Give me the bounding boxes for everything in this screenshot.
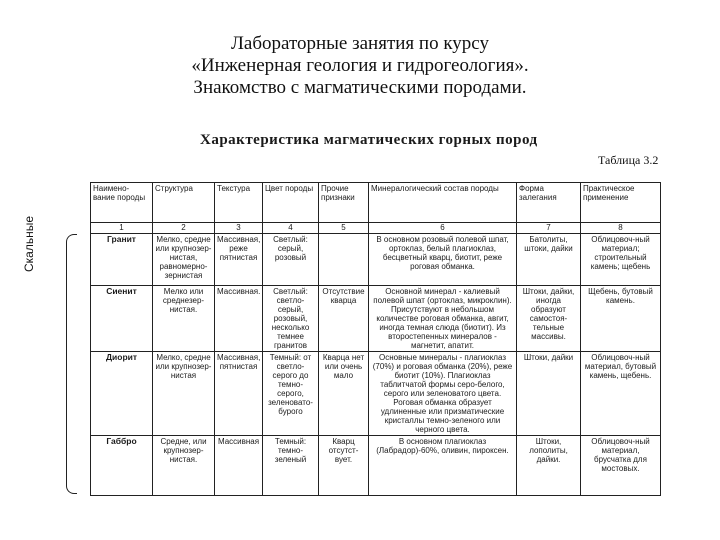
table-row-syenite [91,286,661,352]
rock-use: Облицовоч-ный материал, брусчатка для мостовых. [581,436,661,496]
rock-use: Облицовоч-ный материал, бутовый камень, щебень. [581,352,661,436]
table-header-row [91,183,661,223]
column-number: 6 [369,223,517,234]
title-line-2: «Инженерная геология и гидрогеология». [191,55,529,76]
rock-name: Габбро [91,436,153,496]
column-number-row [91,223,661,234]
table-number-label: Таблица 3.2 [598,153,659,167]
column-header: Структура [153,183,215,223]
rock-other: Отсутствие кварца [319,286,369,352]
rock-color: Светлый: серый, розовый [263,234,319,286]
column-number: 2 [153,223,215,234]
rock-texture: Массивная. [215,286,263,352]
rock-form: Штоки, дайки [517,352,581,436]
table-row-granite [91,234,661,286]
column-number: 4 [263,223,319,234]
rock-structure: Мелко, средне или крупнозер-нистая, равномерно-зернистая [153,234,215,286]
rock-color: Светлый: светло-серый, розовый, несколько темнее гранитов [263,286,319,352]
rock-structure: Мелко, средне или крупнозер-нистая [153,352,215,436]
column-header: Практическое применение [581,183,661,223]
rock-structure: Мелко или среднезер-нистая. [153,286,215,352]
rock-other: Кварца нет или очень мало [319,352,369,436]
rock-other [319,234,369,286]
rock-form: Штоки, лополиты, дайки. [517,436,581,496]
rock-other: Кварц отсутст-вует. [319,436,369,496]
column-number: 5 [319,223,369,234]
rock-texture: Массивная, реже пятнистая [215,234,263,286]
table-row-diorite [91,352,661,436]
rock-mineral: Основной минерал - калиевый полевой шпат (ортоклаз, микроклин). Присутствуют в небольшом количестве роговая обманка, авгит, иногда темная слюда (биотит). Из второстепенных минералов - магнетит, апатит. [369,286,517,352]
rock-texture: Массивная [215,436,263,496]
rock-color: Темный: темно-зеленый [263,436,319,496]
column-number: 3 [215,223,263,234]
slide-title [0,33,720,99]
rocks-table [90,182,661,496]
group-brace [66,234,77,494]
column-header: Прочие признаки [319,183,369,223]
rock-form: Батолиты, штоки, дайки [517,234,581,286]
rock-mineral: В основном плагиоклаз (Лабрадор)-60%, оливин, пироксен. [369,436,517,496]
table-heading: Характеристика магматических горных пород [200,132,538,148]
rock-use: Щебень, бутовый камень. [581,286,661,352]
title-line-3: Знакомство с магматическими породами. [193,77,527,98]
rock-mineral: В основном розовый полевой шпат, ортоклаз, белый плагиоклаз, бесцветный кварц, биотит, реже роговая обманка. [369,234,517,286]
rock-color: Темный: от светло-серого до темно-серого, зеленовато-бурого [263,352,319,436]
column-header: Минералогический состав породы [369,183,517,223]
rock-name: Диорит [91,352,153,436]
column-header: Текстура [215,183,263,223]
table-row-gabbro [91,436,661,496]
rock-name: Гранит [91,234,153,286]
rock-mineral: Основные минералы - плагиоклаз (70%) и роговая обманка (20%), реже биотит (10%). Плагиоклаз таблитчатой формы серо-белого, серого или зеленоватого цвета. Роговая обманка образует удлиненные или призматические кристаллы темно-зеленого или черного цвета. [369,352,517,436]
rock-use: Облицовоч-ный материал; строительный камень; щебень [581,234,661,286]
column-header: Наимено-вание породы [91,183,153,223]
column-number: 7 [517,223,581,234]
group-side-label: Скальные [22,215,36,273]
rock-texture: Массивная, пятнистая [215,352,263,436]
title-line-1: Лабораторные занятия по курсу [231,33,489,54]
rock-form: Штоки, дайки, иногда образуют самостоя-тельные массивы. [517,286,581,352]
rock-name: Сиенит [91,286,153,352]
column-number: 8 [581,223,661,234]
column-header: Цвет породы [263,183,319,223]
column-header: Форма залегания [517,183,581,223]
column-number: 1 [91,223,153,234]
rock-structure: Средне, или крупнозер-нистая. [153,436,215,496]
